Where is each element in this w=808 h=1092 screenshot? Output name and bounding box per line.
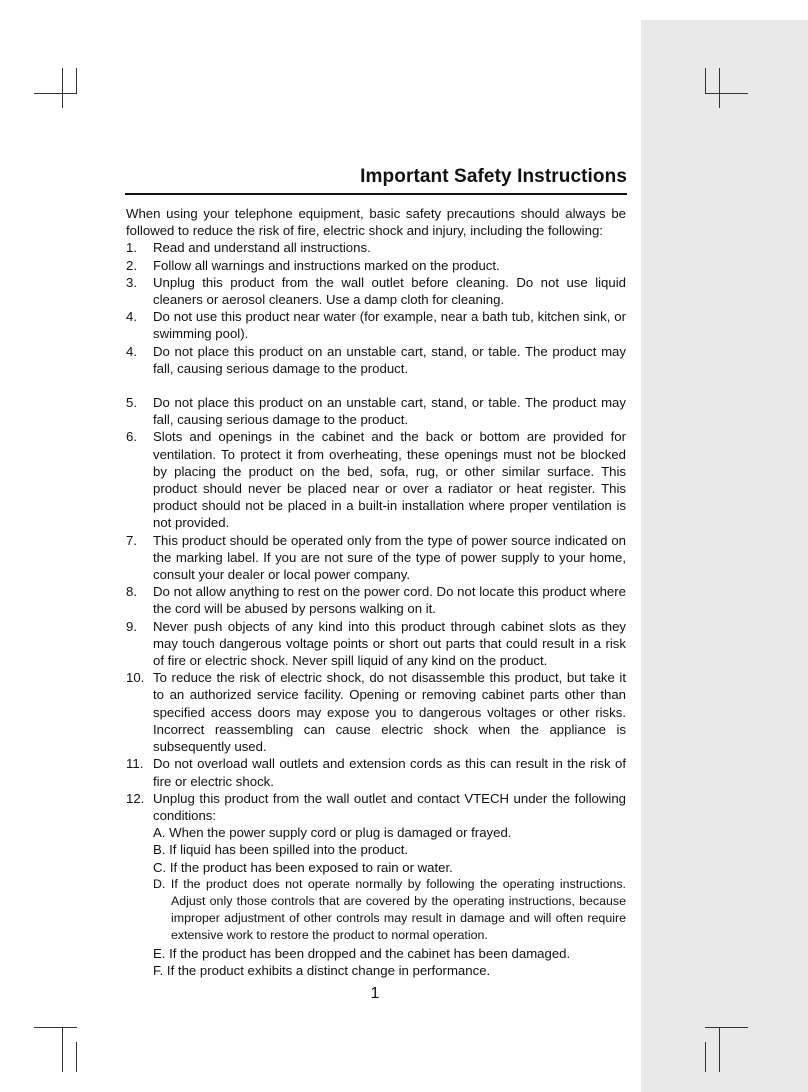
item-text: Follow all warnings and instructions marked on the product. [153, 257, 500, 273]
list-item [126, 274, 626, 308]
conditions-list [126, 824, 626, 979]
list-item [126, 428, 626, 531]
list-item [126, 532, 626, 584]
list-item [126, 583, 626, 617]
item-number: 11. [126, 756, 144, 772]
list-item [126, 669, 626, 755]
item-text: Do not use this product near water (for example, near a bath tub, kitchen sink, or swimming pool). [153, 309, 626, 342]
item-text: Unplug this product from the wall outlet and contact VTECH under the following conditions: [153, 790, 626, 823]
condition-item: F. If the product exhibits a distinct change in performance. [153, 962, 491, 978]
crop-mark-bottom-left [62, 1027, 63, 1072]
item-text: Do not place this product on an unstable cart, stand, or table. The product may fall, causing serious damage to the product. [153, 343, 626, 376]
item-text: Read and understand all instructions. [153, 240, 371, 256]
list-item [126, 308, 626, 342]
crop-mark-bottom-right [705, 1042, 706, 1072]
item-number: 9. [126, 618, 137, 634]
item-number: 2. [126, 257, 137, 273]
item-number: 6. [126, 429, 137, 445]
item-text: Unplug this product from the wall outlet before cleaning. Do not use liquid cleaners or aerosol cleaners. Use a damp cloth for cleaning. [153, 274, 626, 308]
condition-item: B. If liquid has been spilled into the product. [153, 842, 409, 858]
condition-item: C. If the product has been exposed to rain or water. [153, 859, 453, 875]
crop-mark-bottom-right [705, 1027, 748, 1028]
crop-mark-top-left [34, 93, 77, 94]
list-item [126, 755, 626, 789]
intro-paragraph: When using your telephone equipment, basic safety precautions should always be followed to reduce the risk of fire, electric shock and injury, including the following: [126, 206, 626, 239]
page-number: 1 [370, 985, 380, 1002]
item-text: Do not place this product on an unstable cart, stand, or table. The product may fall, causing serious damage to the product. [153, 395, 626, 428]
crop-mark-top-right [705, 93, 748, 94]
list-item [126, 618, 626, 670]
crop-mark-bottom-left [34, 1027, 77, 1028]
item-text: This product should be operated only from the type of power source indicated on the marking label. If you are not sure of the type of power supply to your home, consult your dealer or local power company. [153, 532, 626, 583]
safety-instructions [126, 205, 626, 979]
side-margin-band [641, 20, 808, 1092]
crop-mark-top-left [76, 68, 77, 94]
item-text: Do not overload wall outlets and extension cords as this can result in the risk of fire or electric shock. [153, 756, 626, 789]
list-item [126, 790, 626, 824]
list-item [126, 343, 626, 377]
item-number: 5. [126, 395, 137, 411]
item-text: Do not allow anything to rest on the power cord. Do not locate this product where the cord will be abused by persons walking on it. [153, 584, 626, 617]
condition-item: D. If the product does not operate normally by following the operating instructions. Adjust only those controls that are covered by the operating instructions, because improper adjustment of other controls may result in damage and will often require extensive work to restore the product to normal operation. [153, 876, 626, 943]
item-number: 1. [126, 240, 137, 256]
item-number: 10. [126, 670, 145, 686]
item-number: 3. [126, 274, 137, 290]
crop-mark-bottom-left [76, 1042, 77, 1072]
crop-mark-top-right [719, 68, 720, 108]
title-rule [125, 193, 627, 195]
condition-item: E. If the product has been dropped and the cabinet has been damaged. [153, 945, 571, 961]
list-item [126, 239, 626, 256]
item-number: 4. [126, 343, 137, 359]
condition-item: A. When the power supply cord or plug is damaged or frayed. [153, 825, 512, 841]
crop-mark-top-left [62, 68, 63, 108]
crop-mark-bottom-right [719, 1027, 720, 1072]
item-number: 4. [126, 309, 137, 325]
item-text: Slots and openings in the cabinet and the back or bottom are provided for ventilation. To protect it from overheating, these openings must not be blocked by placing the product on the bed, sofa, rug, or other similar surface. This product should never be placed near or over a radiator or heat register. This product should not be placed in a built-in installation where proper ventilation is not provided. [153, 429, 626, 531]
item-text: To reduce the risk of electric shock, do not disassemble this product, but take it to an authorized service facility. Opening or removing cabinet parts other than specified access doors may expose you to dangerous voltages or other risks. Incorrect reassembling can cause electric shock when the appliance is subsequently used. [153, 670, 626, 755]
item-number: 7. [126, 532, 137, 548]
item-number: 12. [126, 790, 145, 806]
item-number: 8. [126, 584, 137, 600]
list-item [126, 394, 626, 428]
item-text: Never push objects of any kind into this product through cabinet slots as they may touch dangerous voltage points or short out parts that could result in a risk of fire or electric shock. Never spill liquid of any kind on the product. [153, 618, 626, 669]
list-item [126, 257, 626, 274]
page-title: Important Safety Instructions [360, 166, 627, 187]
crop-mark-top-right [705, 68, 706, 94]
